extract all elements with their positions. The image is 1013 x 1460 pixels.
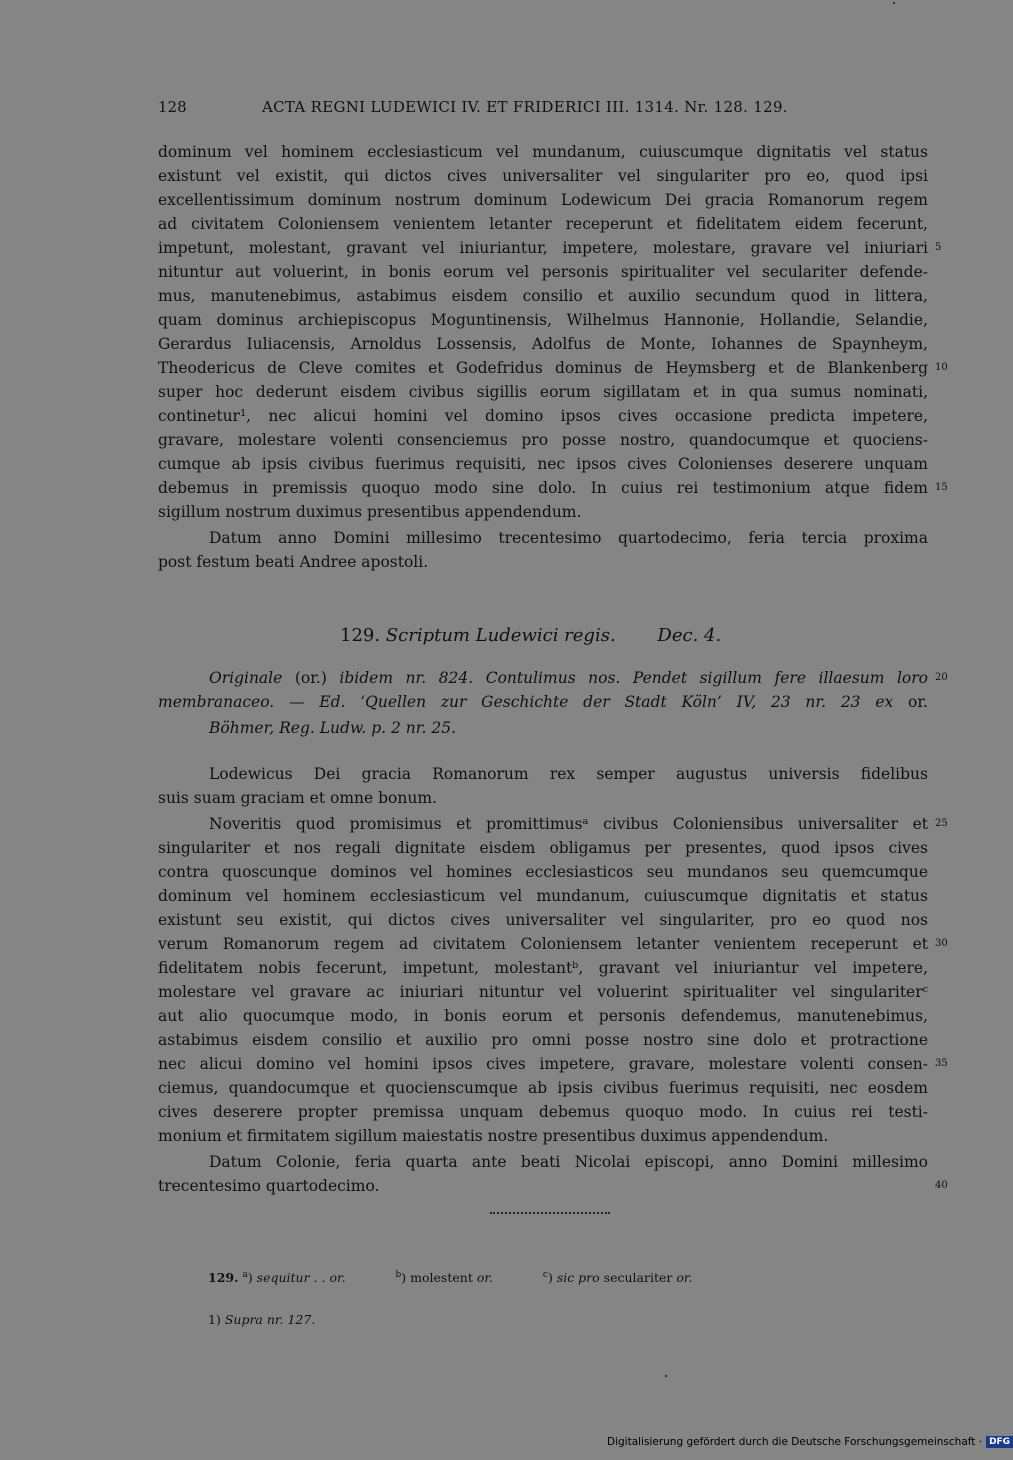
footnote-separator bbox=[490, 1212, 610, 1216]
apparatus-number: 129. bbox=[208, 1270, 239, 1285]
text-line: singulariter et nos regali dignitate eisdem obligamus per presentes, quod ipsos cives bbox=[158, 839, 928, 857]
document-number: 129. bbox=[340, 625, 381, 646]
document-heading: Scriptum Ludewici regis. bbox=[385, 625, 616, 646]
text-line: contra quoscunque dominos vel homines ecclesiasticos seu mundanos seu quemcumque bbox=[158, 863, 928, 881]
text-line: molestare vel gravare ac iniuriari nituntur vel voluerint spiritualiter vel singulariterᶜ bbox=[158, 983, 928, 1001]
text-line: ad civitatem Coloniensem venientem letanter receperunt et fidelitatem eidem fecerunt, bbox=[158, 215, 928, 233]
text-line: gravare, molestare volenti consenciemus pro posse nostro, quandocumque et quociens- bbox=[158, 431, 928, 449]
opening-line: Lodewicus Dei gracia Romanorum rex semper augustus universis fidelibus bbox=[209, 765, 928, 783]
dating-line: Datum Colonie, feria quarta ante beati Nicolai episcopi, anno Domini millesimo bbox=[209, 1153, 928, 1171]
text-line: cives deserere propter premissa unquam debemus quoquo modo. In cuius rei testi- bbox=[158, 1103, 928, 1121]
running-title: ACTA REGNI LUDEWICI IV. ET FRIDERICI III. 1314. Nr. 128. 129. bbox=[262, 98, 788, 116]
line-number: 25 bbox=[935, 818, 948, 829]
text-line: verum Romanorum regem ad civitatem Coloniensem letanter venientem receperunt et bbox=[158, 935, 928, 953]
line-number: 20 bbox=[935, 672, 948, 683]
scan-speck bbox=[665, 1375, 667, 1377]
text-line: super hoc dederunt eisdem civibus sigillis eorum sigillatam et in qua sumus nominati, bbox=[158, 383, 928, 401]
text-line: nituntur aut voluerint, in bonis eorum vel personis spiritualiter vel seculariter defende- bbox=[158, 263, 928, 281]
document-title bbox=[340, 625, 721, 646]
dfg-logo: DFG bbox=[986, 1436, 1013, 1448]
line-number: 40 bbox=[935, 1180, 948, 1191]
text-line: monium et firmitatem sigillum maiestatis nostre presentibus duximus appendendum. bbox=[158, 1127, 829, 1145]
text-line: fidelitatem nobis fecerunt, impetunt, molestantᵇ, gravant vel iniuriantur vel impetere, bbox=[158, 959, 928, 977]
text-line: impetunt, molestant, gravant vel iniuriantur, impetere, molestare, gravare vel iniuriari bbox=[158, 239, 928, 257]
line-number: 15 bbox=[935, 482, 948, 493]
dating-line: post festum beati Andree apostoli. bbox=[158, 553, 429, 571]
text-line: mus, manutenebimus, astabimus eisdem consilio et auxilio secundum quod in littera, bbox=[158, 287, 928, 305]
running-header bbox=[158, 98, 928, 122]
text-line: debemus in premissis quoquo modo sine dolo. In cuius rei testimonium atque fidem bbox=[158, 479, 928, 497]
text-line: dominum vel hominem ecclesiasticum vel mundanum, cuiuscumque dignitatis vel status bbox=[158, 143, 928, 161]
page-number: 128 bbox=[158, 98, 187, 116]
dating-line: trecentesimo quartodecimo. bbox=[158, 1177, 380, 1195]
dating-line: Datum anno Domini millesimo trecentesimo quartodecimo, feria tercia proxima bbox=[209, 529, 928, 547]
footnote: 1) Supra nr. 127. bbox=[208, 1312, 316, 1327]
text-line: existunt seu existit, qui dictos cives universaliter vel singulariter, pro eo quod nos bbox=[158, 911, 928, 929]
text-line: existunt vel existit, qui dictos cives universaliter vel singulariter pro eo, quod ipsi bbox=[158, 167, 928, 185]
critical-apparatus: 129. $^a$) sequitur . . or. $^b$) molestent or. $^c$) sic pro seculariter or. bbox=[208, 1269, 693, 1285]
text-line: continetur¹, nec alicui homini vel domino ipsos cives occasione predicta impetere, bbox=[158, 407, 928, 425]
text-line: nec alicui domino vel homini ipsos cives impetere, gravare, molestare volenti consen- bbox=[158, 1055, 928, 1073]
source-line: membranaceo. — Ed. ‘Quellen zur Geschichte der Stadt Köln’ IV, 23 nr. 23 ex or. bbox=[158, 693, 928, 711]
text-line: Noveritis quod promisimus et promittimusᵃ civibus Coloniensibus universaliter et bbox=[209, 815, 928, 833]
text-line: excellentissimum dominum nostrum dominum Lodewicum Dei gracia Romanorum regem bbox=[158, 191, 928, 209]
document-date: Dec. 4. bbox=[657, 625, 722, 646]
text-line: sigillum nostrum duximus presentibus appendendum. bbox=[158, 503, 582, 521]
digitization-credit: Digitalisierung gefördert durch die Deutsche Forschungsgemeinschaft · DFG bbox=[607, 1436, 1013, 1448]
line-number: 30 bbox=[935, 938, 948, 949]
text-line: dominum vel hominem ecclesiasticum vel mundanum, cuiuscumque dignitatis et status bbox=[158, 887, 928, 905]
opening-line: suis suam graciam et omne bonum. bbox=[158, 789, 437, 807]
text-line: quam dominus archiepiscopus Moguntinensis, Wilhelmus Hannonie, Hollandie, Selandie, bbox=[158, 311, 928, 329]
line-number: 5 bbox=[935, 242, 942, 253]
line-number: 10 bbox=[935, 362, 948, 373]
source-line: Böhmer, Reg. Ludw. p. 2 nr. 25. bbox=[209, 719, 456, 737]
text-line: aut alio quocumque modo, in bonis eorum et personis defendemus, manutenebimus, bbox=[158, 1007, 928, 1025]
source-line: Originale (or.) ibidem nr. 824. Contulimus nos. Pendet sigillum fere illaesum loro bbox=[209, 669, 928, 687]
line-number: 35 bbox=[935, 1058, 948, 1069]
text-line: ciemus, quandocumque et quocienscumque ab ipsis civibus fuerimus requisiti, nec eosdem bbox=[158, 1079, 928, 1097]
text-line: Theodericus de Cleve comites et Godefridus dominus de Heymsberg et de Blankenberg bbox=[158, 359, 928, 377]
text-line: astabimus eisdem consilio et auxilio pro omni posse nostro sine dolo et protractione bbox=[158, 1031, 928, 1049]
text-line: Gerardus Iuliacensis, Arnoldus Lossensis, Adolfus de Monte, Iohannes de Spaynheym, bbox=[158, 335, 928, 353]
text-line: cumque ab ipsis civibus fuerimus requisiti, nec ipsos cives Colonienses deserere unquam bbox=[158, 455, 928, 473]
scan-speck bbox=[893, 2, 895, 4]
